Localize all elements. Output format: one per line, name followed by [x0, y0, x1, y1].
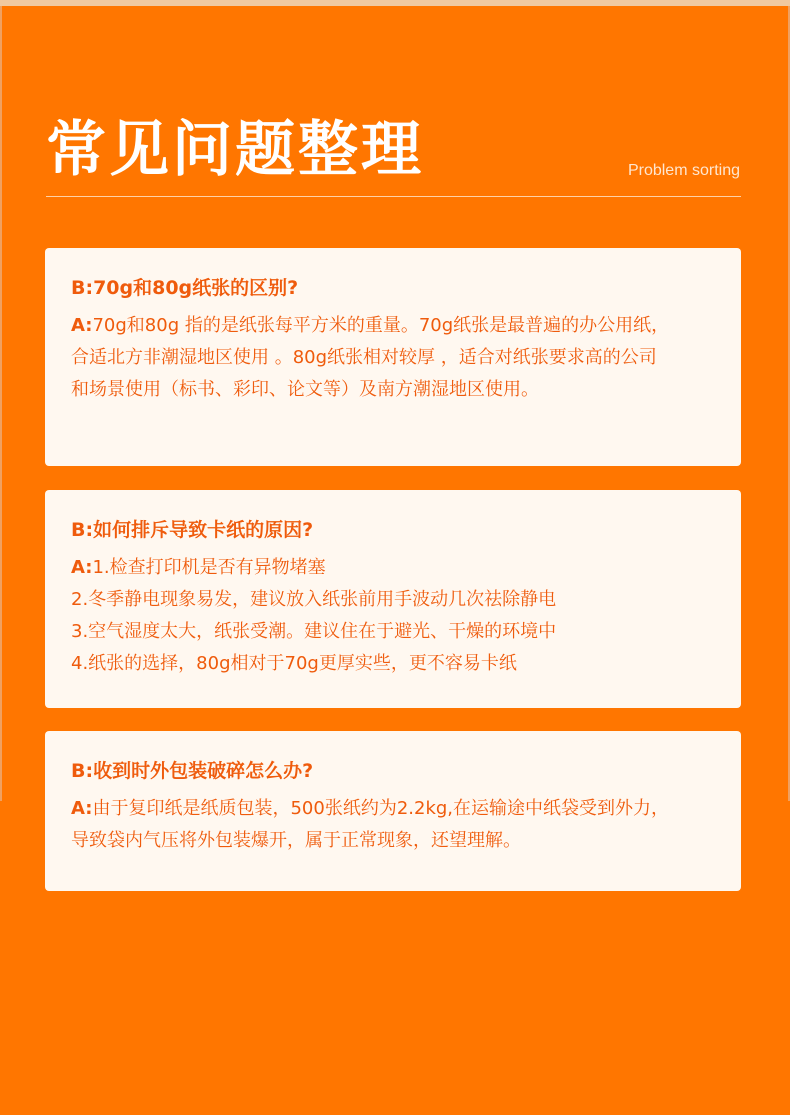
answer-line [71, 552, 671, 584]
answer-line: 4.纸张的选择，80g相对于70g更厚实些，更不容易卡纸 [71, 653, 517, 674]
answer-prefix: A: [71, 798, 93, 819]
answer-prefix: A: [71, 557, 93, 578]
faq-card-broken-package [45, 731, 741, 891]
answer-line: 2.冬季静电现象易发，建议放入纸张前用手波动几次祛除静电 [71, 589, 557, 610]
faq-answer [71, 552, 671, 680]
page-title: 常见问题整理 [46, 115, 424, 185]
answer-text: 由于复印纸是纸质包装，500张纸约为2.2kg,在运输途中纸袋受到外力，导致袋内气压将外包装爆开，属于正常现象，还望理解。 [71, 798, 670, 851]
faq-question: B:如何排斥导致卡纸的原因? [71, 519, 314, 541]
faq-question: B:收到时外包装破碎怎么办? [71, 760, 314, 782]
faq-question: B:70g和80g纸张的区别? [71, 277, 299, 299]
top-decorative-strip [0, 0, 790, 6]
faq-card-paper-jam [45, 490, 741, 708]
header-divider [46, 196, 741, 197]
answer-text: 70g和80g 指的是纸张每平方米的重量。70g纸张是最普遍的办公用纸，合适北方非潮湿地区使用 。80g纸张相对较厚 ，适合对纸张要求高的公司和场景使用（标书、彩印、论文等）及南方潮湿地区使用。 [71, 315, 670, 400]
faq-answer [71, 793, 671, 857]
left-edge-line [0, 6, 2, 801]
page-subtitle: Problem sorting [627, 162, 740, 179]
faq-answer [71, 310, 671, 406]
answer-prefix: A: [71, 315, 93, 336]
answer-line: 3.空气湿度太大，纸张受潮。建议住在于避光、干燥的环境中 [71, 621, 557, 642]
answer-line-text: 1.检查打印机是否有异物堵塞 [92, 557, 326, 578]
faq-card-paper-weight [45, 248, 741, 466]
